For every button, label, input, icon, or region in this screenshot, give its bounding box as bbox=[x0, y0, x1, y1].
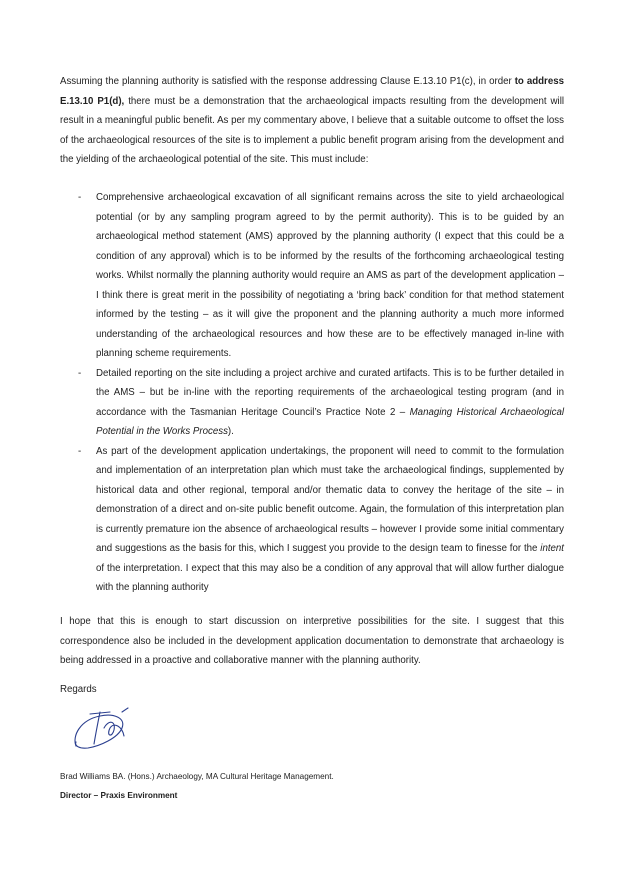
closing-paragraph: I hope that this is enough to start discussion on interpretive possibilities for the site. I suggest that this correspondence also be included in the development application documentation to demonstrate that archaeology is being addressed in a proactive and collaborative manner with the planning authority. bbox=[60, 616, 564, 666]
practice-note-title: Managing Historical Archaeological Potential in the Works Process bbox=[96, 406, 565, 437]
bullet-dash: - bbox=[78, 367, 82, 379]
signature-icon bbox=[66, 706, 138, 756]
list-item-text: Comprehensive archaeological excavation of all significant remains across the site to yield archaeological potential (or by any sampling program agreed to by the permit authority). This is to be guided by an archaeological method statement (AMS) approved by the planning authority (I expect that this could be a condition of any approval) which is to be informed by the results of the forthcoming archaeological testing works. Whilst normally the planning authority would require an AMS as part of the development application – I think there is great merit in the possibility of negotiating a ‘bring back’ condition for that method statement informed by the testing – as it will give the proponent and the planning authority a much more informed understanding of the archaeological resources and how these are to be effectively managed in-line with planning scheme requirements. bbox=[96, 192, 564, 359]
signatory-name: Brad Williams BA. (Hons.) Archaeology, MA Cultural Heritage Management. bbox=[60, 772, 334, 781]
list-item-reporting bbox=[60, 364, 564, 442]
intro-text-c: there must be a demonstration that the archaeological impacts resulting from the development will result in a meaningful public benefit. As per my commentary above, I believe that a suitable outcome to offset the loss of the archaeological resources of the site is to implement a public benefit program arising from the development and the yielding of the archaeological potential of the site. This must include: bbox=[60, 95, 565, 165]
list-item-text: As part of the development application undertakings, the proponent will need to commit to the formulation and implementation of an interpretation plan which must take the archaeological findings, supplemented by historical data and other regional, temporal and/or thematic data to convey the heritage of the site – in demonstration of a direct and on-site public benefit outcome. Again, the formulation of this interpretation plan is currently premature ion the absence of archaeological results – however I provide some initial commentary and suggestions as the basis for this, which I suggest you provide to the design team to finesse for the bbox=[96, 445, 564, 554]
intent-emphasis: intent bbox=[540, 543, 564, 554]
list-item-excavation bbox=[60, 188, 564, 364]
bullet-dash: - bbox=[78, 192, 82, 203]
bullet-dash: - bbox=[78, 445, 82, 457]
list-item-text-end: of the interpretation. I expect that this may also be a condition of any approval that will allow further dialogue with the planning authority bbox=[96, 562, 564, 593]
intro-text-a: Assuming the planning authority is satisfied with the response addressing Clause E.13.10 P1(c), in order bbox=[60, 76, 515, 87]
requirements-list bbox=[60, 188, 564, 598]
intro-paragraph bbox=[60, 72, 564, 170]
list-item-text-end: ). bbox=[227, 426, 234, 437]
list-item-text: Detailed reporting on the site including a project archive and curated artifacts. This is to be further detailed in the AMS – but be in-line with the reporting requirements of the archaeological testing program (and in accordance with the Tasmanian Heritage Council’s Practice Note 2 – bbox=[96, 367, 564, 418]
intro-text-bold: to address E.13.10 P1(d), bbox=[60, 76, 564, 107]
signatory-title: Director – Praxis Environment bbox=[60, 791, 178, 800]
regards-text: Regards bbox=[60, 684, 97, 695]
list-item-interpretation bbox=[60, 442, 564, 598]
